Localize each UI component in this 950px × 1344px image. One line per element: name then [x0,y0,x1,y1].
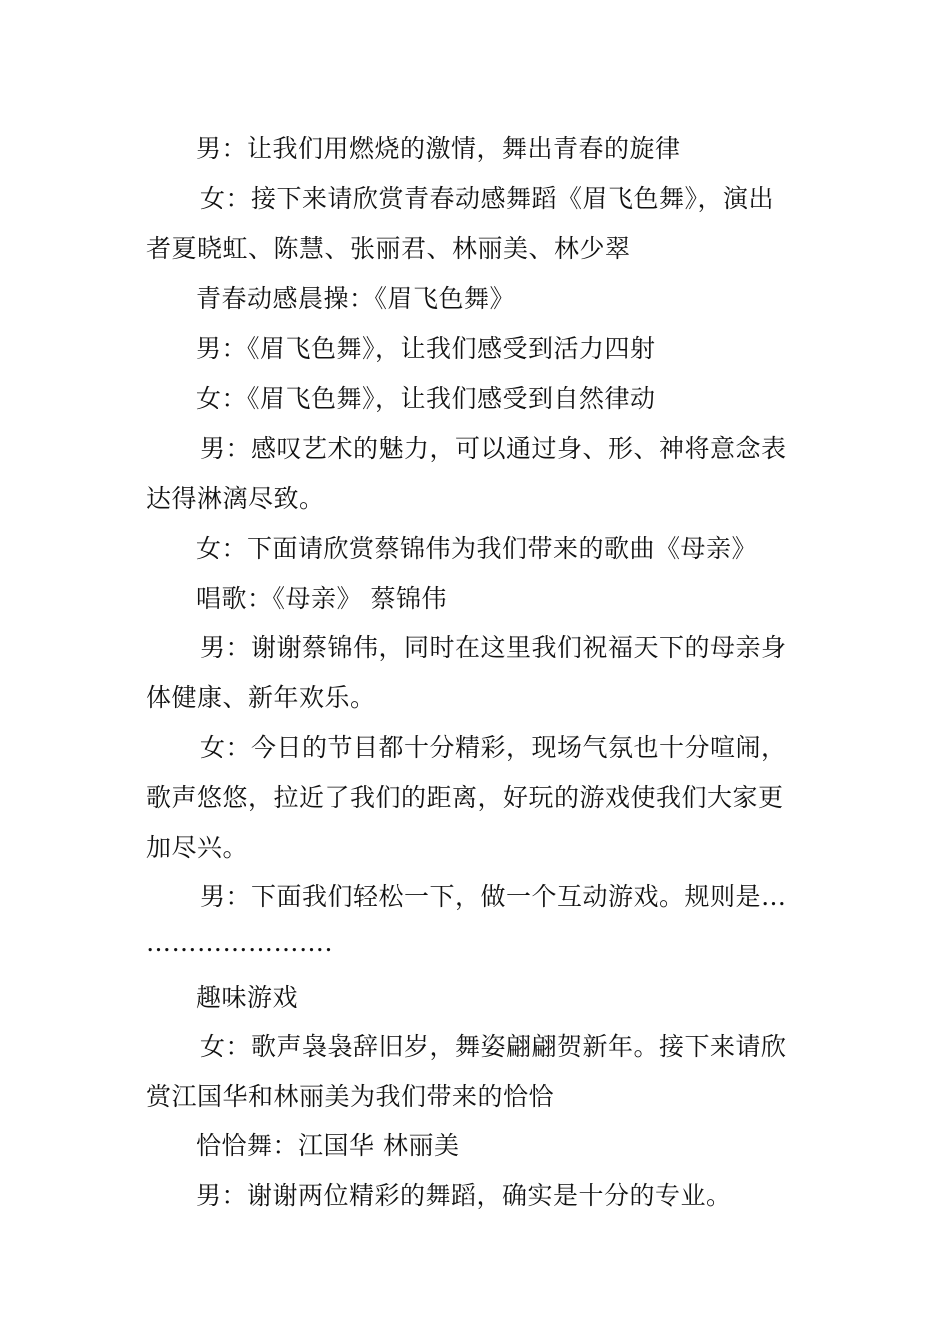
text-line: 女：《眉飞色舞》，让我们感受到自然律动 [196,384,656,413]
text-line: 青春动感晨操：《眉飞色舞》 [196,284,516,313]
text-line: 女：歌声袅袅辞旧岁，舞姿翩翩贺新年。接下来请欣 [200,1032,787,1061]
text-line: 男：《眉飞色舞》，让我们感受到活力四射 [196,334,656,363]
section-heading: 趣味游戏 [196,983,299,1012]
text-line: 男：谢谢蔡锦伟，同时在这里我们祝福天下的母亲身 [200,633,787,662]
text-line: 男：下面我们轻松一下，做一个互动游戏。规则是… [200,882,787,911]
text-line: 女：下面请欣赏蔡锦伟为我们带来的歌曲《母亲》 [196,534,758,563]
text-line: 男：谢谢两位精彩的舞蹈，确实是十分的专业。 [196,1181,732,1210]
text-line: 男：让我们用燃烧的激情，舞出青春的旋律 [196,134,681,163]
text-line: 女：接下来请欣赏青春动感舞蹈《眉飞色舞》，演出 [200,184,775,213]
text-line: 者夏晓虹、陈慧、张丽君、林丽美、林少翠 [146,234,631,263]
text-line: …………………. [146,928,333,957]
text-line: 加尽兴。 [146,833,249,862]
text-line: 女：今日的节目都十分精彩，现场气氛也十分喧闹， [200,733,787,762]
text-line: 唱歌：《母亲》 蔡锦伟 [196,584,447,613]
text-line: 恰恰舞：江国华 林丽美 [196,1131,460,1160]
text-line: 歌声悠悠，拉近了我们的距离，好玩的游戏使我们大家更 [146,783,784,812]
text-line: 体健康、新年欢乐。 [146,683,376,712]
text-line: 达得淋漓尽致。 [146,484,325,513]
text-line: 赏江国华和林丽美为我们带来的恰恰 [146,1082,555,1111]
text-line: 男：感叹艺术的魅力，可以通过身、形、神将意念表 [200,434,787,463]
